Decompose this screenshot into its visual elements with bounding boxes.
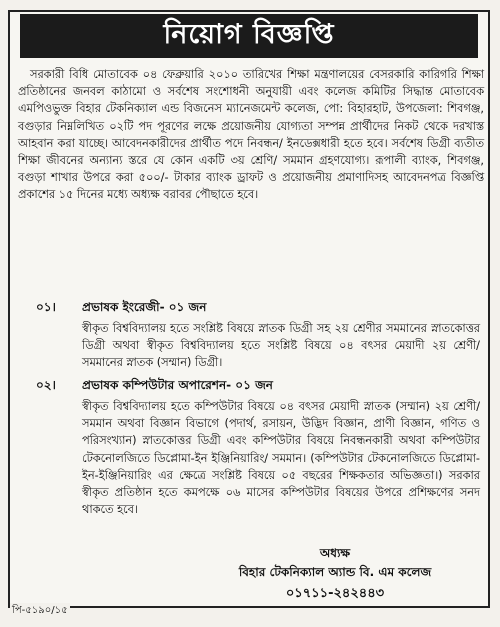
post-1-title: প্রভাষক ইংরেজী- ০১ জন: [82, 300, 207, 314]
post-1-heading: [36, 299, 206, 319]
reference-number: পি-৫১৯০/১৫: [10, 603, 70, 620]
signature-institution: বিহার টেকনিক্যাল অ্যান্ড বি. এম কলেজ: [238, 565, 432, 579]
signature-designation: অধ্যক্ষ: [319, 546, 351, 560]
post-2-heading: [36, 377, 273, 397]
post-2-requirements: স্বীকৃত বিশ্ববিদ্যালয় হতে কম্পিউটার বিষয়ে ০৪ বৎসর মেয়াদী স্নাতক (সম্মান) ২য় শ্রেণী/ সমমান অথবা বিজ্ঞান বিভাগে (পদার্থ, রসায়ন, উদ্ভিদ বিজ্ঞান, প্রাণী বিজ্ঞান, গণিত ও পরিসংখ্যান) স্নাতকোত্তর ডিগ্রী এবং কম্পিউটার বিষয়ে নিবন্ধনকারী অথবা কম্পিউটার টেকনোলজিতে ডিপ্লোমা-ইন ইঞ্জিনিয়ারিং/ সমমান। (কম্পিউটার টেকনোলজিতে ডিপ্লোমা-ইন-ইঞ্জিনিয়ারিং এর ক্ষেত্রে সংশ্লিষ্ট বিষয়ে ০৫ বছরের শিক্ষকতার অভিজ্ঞতা।) সরকার স্বীকৃত প্রতিষ্ঠান হতে কমপক্ষে ০৬ মাসের কম্পিউটার বিষয়ের উপরে প্রশিক্ষণের সনদ থাকতে হবে।: [82, 400, 480, 517]
post-2-number: ০২।: [36, 378, 56, 392]
signature-phone: ০১৭১১-২৪২৪৪৩: [285, 586, 385, 601]
notice-title: নিয়োগ বিজ্ঞপ্তি: [20, 14, 478, 58]
post-2-title: প্রভাষক কম্পিউটার অপারেশন- ০১ জন: [82, 378, 273, 392]
notice-intro-paragraph: সরকারী বিধি মোতাবেক ০৪ ফেব্রুয়ারি ২০১০ তারিখের শিক্ষা মন্ত্রণালয়ের বেসরকারি কারিগরি শিক্ষা প্রতিষ্ঠানের জনবল কাঠামো ও সর্বশেষ সংশোধনী অনুযায়ী এবং কলেজ কমিটির সিদ্ধান্ত মোতাবেক এমপিওভুক্ত বিহার টেকনিক্যাল এন্ড বিজনেস ম্যানেজমেন্ট কলেজ, পো: বিহারহাট, উপজেলা: শিবগঞ্জ, বগুড়ার নিম্নলিখিত ০২টি পদ পূরণের লক্ষে প্রয়োজনীয় যোগ্যতা সম্পন্ন প্রার্থীদের নিকট থেকে দরখাস্ত আহবান করা যাচ্ছে। আবেদনকারীদের প্রার্থীত পদে নিবন্ধন/ ইনডেক্সধারী হতে হবে। সর্বশেষ ডিগ্রী ব্যতীত শিক্ষা জীবনের অন্যান্য স্তরে যে কোন একটি ৩য় শ্রেণি/ সমমান গ্রহণযোগ্য। রূপালী ব্যাংক, শিবগঞ্জ, বগুড়া শাখার উপরে করা ৫০০/- টাকার ব্যাংক ড্রাফট ও প্রয়োজনীয় প্রমাণাদিসহ আবেদনপত্র বিজ্ঞপ্তি প্রকাশের ১৫ দিনের মধ্যে অধ্যক্ষ বরাবর পৌছাতে হবে।: [18, 68, 484, 202]
post-1-requirements: স্বীকৃত বিশ্ববিদ্যালয় হতে সংশ্লিষ্ট বিষয়ে স্নাতক ডিগ্রী সহ ২য় শ্রেণীর সমমানের স্নাতকোত্তর ডিগ্রী অথবা স্বীকৃত বিশ্ববিদ্যালয় হতে সংশ্লিষ্ট বিষয়ে ০৪ বৎসর মেয়াদী ২য় শ্রেণী/ সমমানের স্নাতক (সম্মান) ডিগ্রী।: [82, 322, 480, 370]
post-1-number: ০১।: [36, 300, 56, 314]
